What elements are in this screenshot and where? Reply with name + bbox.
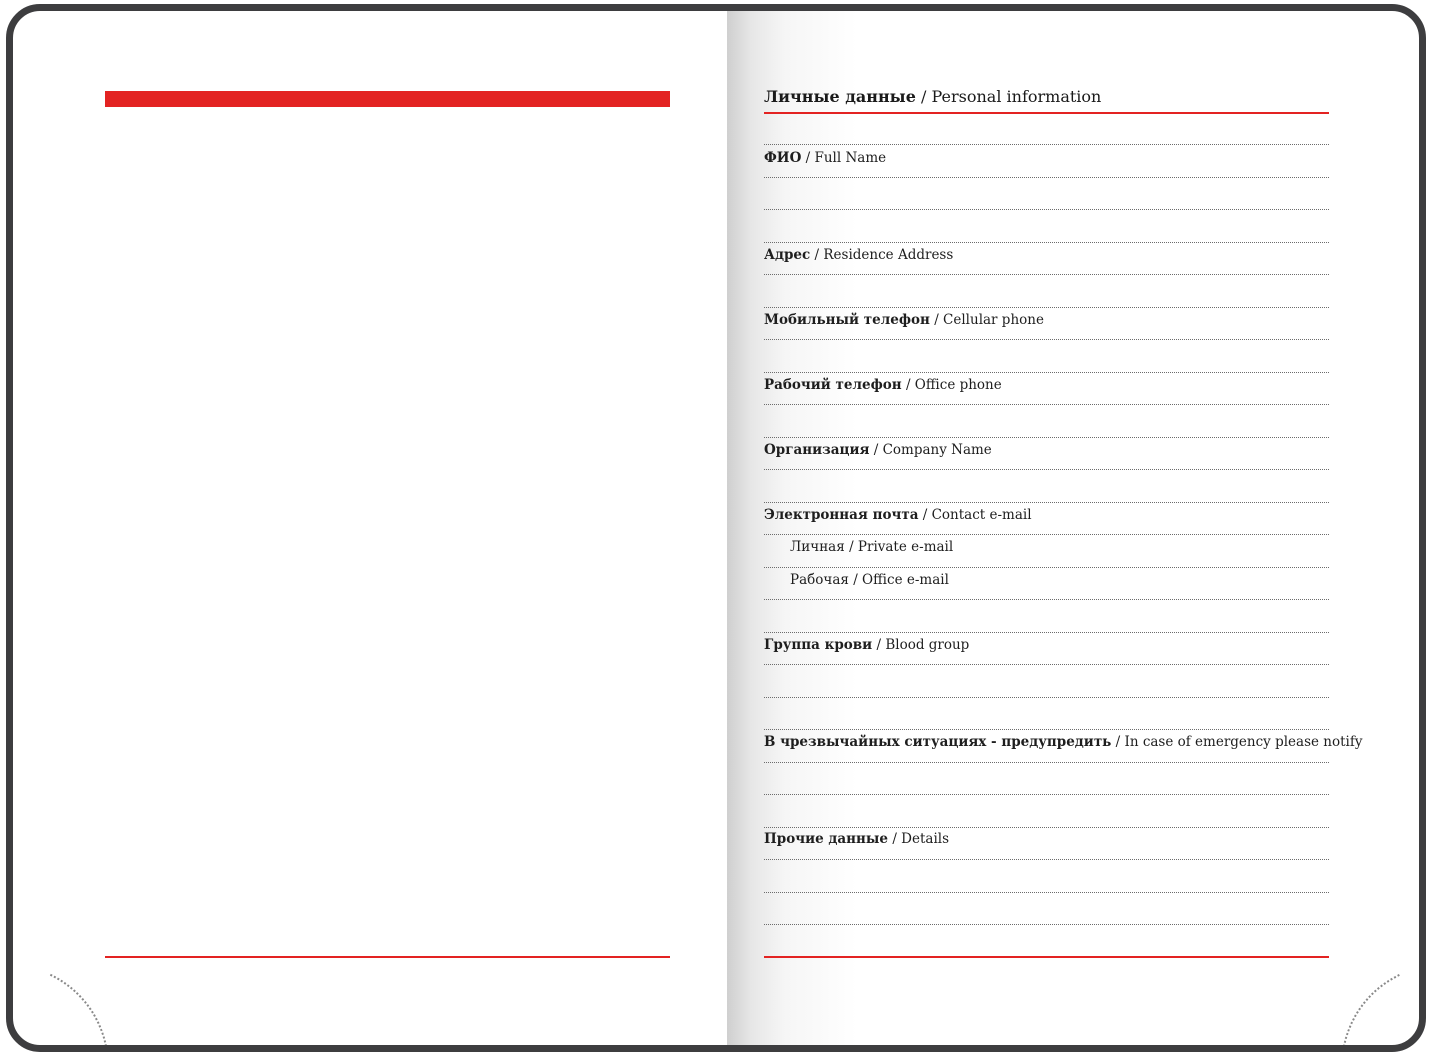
- writing-line[interactable]: [764, 144, 1329, 145]
- writing-line[interactable]: [764, 697, 1329, 698]
- field-blood-group: Группа крови / Blood group: [764, 637, 970, 653]
- field-office-email: Рабочая / Office e-mail: [790, 572, 949, 588]
- cover-stitching-left: [6, 935, 138, 1052]
- left-page-bottom-rule: [105, 956, 670, 958]
- field-cellular-phone: Мобильный телефон / Cellular phone: [764, 312, 1044, 328]
- field-company-name: Организация / Company Name: [764, 442, 992, 458]
- heading-en: / Personal information: [921, 87, 1102, 106]
- writing-line[interactable]: [764, 892, 1329, 893]
- page-spine-shadow: [727, 11, 857, 1045]
- writing-line[interactable]: [764, 827, 1329, 828]
- writing-line[interactable]: [764, 729, 1329, 730]
- writing-line[interactable]: [764, 177, 1329, 178]
- heading-underline: [764, 112, 1329, 114]
- writing-line[interactable]: [764, 307, 1329, 308]
- writing-line[interactable]: [764, 372, 1329, 373]
- notebook-cover: [6, 4, 1426, 1052]
- field-private-email: Личная / Private e-mail: [790, 539, 954, 555]
- field-details: Прочие данные / Details: [764, 831, 950, 847]
- cover-stitching-right: [1312, 935, 1426, 1052]
- writing-line[interactable]: [764, 664, 1329, 665]
- writing-line[interactable]: [764, 339, 1329, 340]
- writing-line[interactable]: [764, 469, 1329, 470]
- writing-line[interactable]: [764, 209, 1329, 210]
- field-residence-address: Адрес / Residence Address: [764, 247, 954, 263]
- writing-line[interactable]: [764, 274, 1329, 275]
- writing-line[interactable]: [764, 437, 1329, 438]
- writing-line[interactable]: [764, 859, 1329, 860]
- writing-line[interactable]: [764, 404, 1329, 405]
- writing-line[interactable]: [764, 567, 1329, 568]
- heading-ru: Личные данные: [764, 87, 916, 106]
- writing-line[interactable]: [764, 762, 1329, 763]
- writing-line[interactable]: [764, 534, 1329, 535]
- field-emergency-contact: В чрезвычайных ситуациях - предупредить / In case of emergency please notify: [764, 734, 1363, 750]
- writing-line[interactable]: [764, 599, 1329, 600]
- personal-info-heading: [764, 87, 1101, 106]
- writing-line[interactable]: [764, 794, 1329, 795]
- field-contact-email: Электронная почта / Contact e-mail: [764, 507, 1032, 523]
- left-page-red-bar: [105, 91, 670, 107]
- right-page-bottom-rule: [764, 956, 1329, 958]
- writing-line[interactable]: [764, 924, 1329, 925]
- writing-line[interactable]: [764, 242, 1329, 243]
- field-full-name: ФИО / Full Name: [764, 150, 887, 166]
- writing-line[interactable]: [764, 632, 1329, 633]
- writing-line[interactable]: [764, 502, 1329, 503]
- field-office-phone: Рабочий телефон / Office phone: [764, 377, 1002, 393]
